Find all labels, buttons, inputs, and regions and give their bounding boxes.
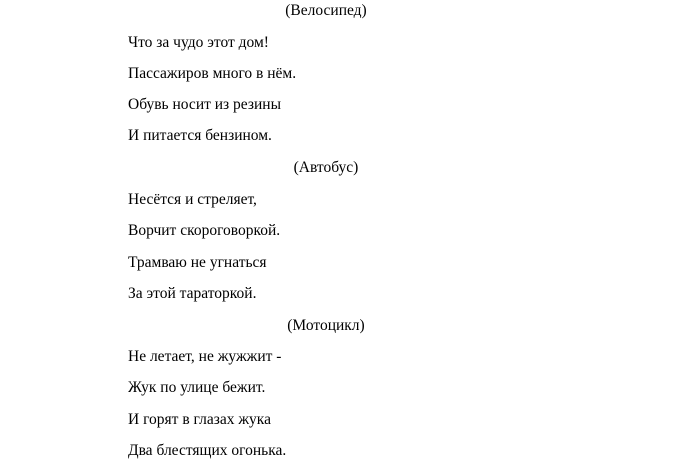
- riddle-line: Не летает, не жужжит -: [128, 348, 282, 365]
- riddle-line: Обувь носит из резины: [128, 96, 281, 113]
- riddle-line: Два блестящих огонька.: [128, 442, 287, 459]
- riddle-line: Ворчит скороговоркой.: [128, 222, 281, 239]
- riddle-line: Трамваю не угнаться: [128, 254, 267, 271]
- riddle-line: Несётся и стреляет,: [128, 191, 257, 208]
- riddle-answer-bicycle: (Велосипед): [285, 2, 367, 19]
- riddle-line: За этой тараторкой.: [128, 285, 257, 302]
- riddle-line: Пассажиров много в нём.: [128, 65, 297, 82]
- riddle-answer-motorcycle: (Мотоцикл): [287, 317, 365, 334]
- riddle-line: Что за чудо этот дом!: [128, 34, 269, 51]
- riddle-line: И питается бензином.: [128, 127, 272, 144]
- riddle-line: И горят в глазах жука: [128, 411, 271, 428]
- riddle-answer-bus: (Автобус): [293, 159, 359, 176]
- riddle-line: Жук по улице бежит.: [128, 379, 266, 396]
